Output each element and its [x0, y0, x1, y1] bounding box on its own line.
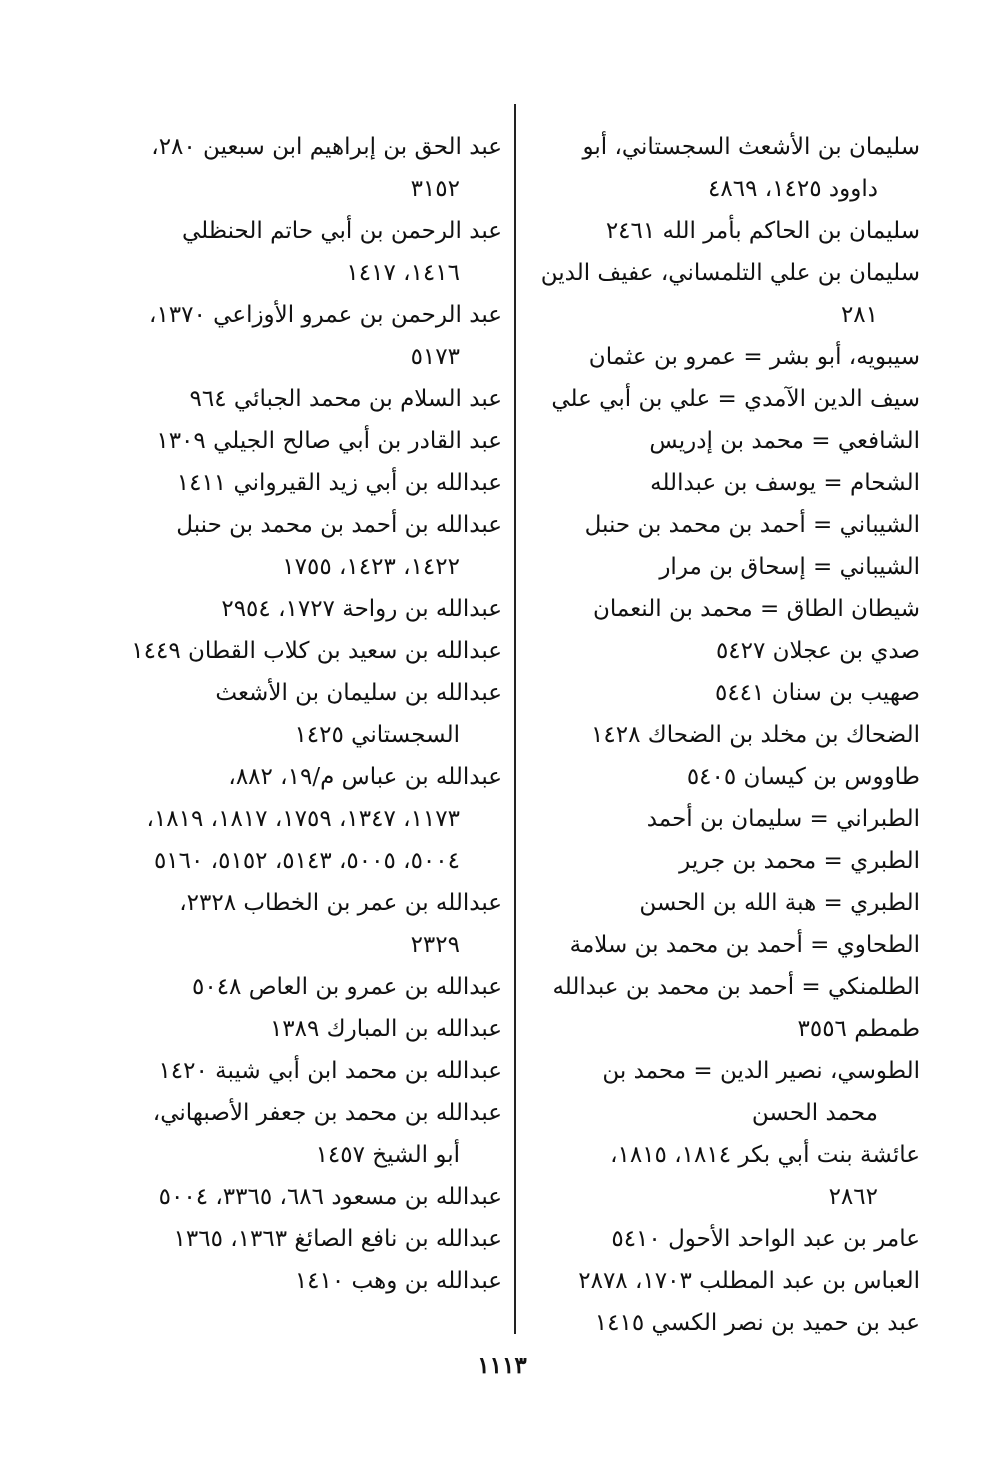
index-entry-continuation: السجستاني ١٤٢٥ [294, 722, 460, 748]
index-entry-text: عبدالله بن عباس م/١٩، ٨٨٢، [228, 764, 502, 790]
index-entry-text: عبد بن حميد بن نصر الكسي ١٤١٥ [594, 1310, 920, 1336]
index-entry-text: الطبري = محمد بن جرير [679, 848, 920, 874]
index-entry-text: عبد السلام بن محمد الجبائي ٩٦٤ [189, 386, 502, 412]
index-entry [520, 1302, 920, 1344]
index-entry [520, 504, 920, 546]
index-entry-text: سليمان بن الأشعث السجستاني، أبو [582, 134, 920, 160]
index-entry-continuation: ٣١٥٢ [410, 176, 460, 202]
index-entry-text: الطلمنكي = أحمد بن محمد بن عبدالله [552, 974, 920, 1000]
index-entry [102, 756, 502, 882]
index-entry-text: سليمان بن علي التلمساني، عفيف الدين [540, 260, 920, 286]
index-entry [520, 840, 920, 882]
index-entry-continuation: ١٤١٦، ١٤١٧ [346, 260, 460, 286]
index-entry [520, 924, 920, 966]
index-entry [520, 966, 920, 1008]
index-entry-text: عبدالله بن عمرو بن العاص ٥٠٤٨ [191, 974, 502, 1000]
page-number: ١١١٣ [477, 1352, 527, 1379]
index-entry [102, 966, 502, 1008]
right-column [520, 126, 920, 1344]
index-entry-text: الشافعي = محمد بن إدريس [649, 428, 920, 454]
index-entry-continuation: ٢٨٦٢ [828, 1184, 878, 1210]
index-entry-text: عبدالله بن مسعود ٦٨٦، ٣٣٦٥، ٥٠٠٤ [158, 1184, 502, 1210]
index-entry-text: عائشة بنت أبي بكر ١٨١٤، ١٨١٥، [610, 1142, 920, 1168]
index-entry [520, 588, 920, 630]
index-entry-text: عبد الرحمن بن عمرو الأوزاعي ١٣٧٠، [149, 302, 502, 328]
index-entry-text: عبدالله بن المبارك ١٣٨٩ [269, 1016, 502, 1042]
index-entry-text: عبدالله بن عمر بن الخطاب ٢٣٢٨، [179, 890, 502, 916]
index-entry [520, 672, 920, 714]
index-entry-text: عبدالله بن سليمان بن الأشعث [215, 680, 502, 706]
index-entry [520, 1134, 920, 1218]
index-entry-continuation: محمد الحسن [751, 1100, 878, 1126]
index-entry-text: الضحاك بن مخلد بن الضحاك ١٤٢٨ [591, 722, 920, 748]
index-entry-text: صدي بن عجلان ٥٤٢٧ [715, 638, 920, 664]
index-entry [102, 378, 502, 420]
index-entry-continuation: ٢٣٢٩ [410, 932, 460, 958]
index-entry [520, 714, 920, 756]
index-entry-text: صهيب بن سنان ٥٤٤١ [714, 680, 920, 706]
index-entry [102, 210, 502, 294]
index-entry-text: الشيباني = أحمد بن محمد بن حنبل [584, 512, 920, 538]
index-entry-text: عبد الرحمن بن أبي حاتم الحنظلي [181, 218, 502, 244]
index-entry [102, 588, 502, 630]
index-entry [520, 336, 920, 378]
index-entry-text: الشحام = يوسف بن عبدالله [650, 470, 920, 496]
index-entry [520, 210, 920, 252]
index-entry [520, 462, 920, 504]
index-entry [102, 1260, 502, 1302]
index-entry-continuation: ٢٨١ [840, 302, 878, 328]
index-entry [102, 1176, 502, 1218]
index-entry [520, 630, 920, 672]
left-column [102, 126, 502, 1302]
index-entry-continuation: ٥١٧٣ [410, 344, 460, 370]
index-entry-text: سيبويه، أبو بشر = عمرو بن عثمان [588, 344, 920, 370]
index-entry [102, 126, 502, 210]
index-entry-text: العباس بن عبد المطلب ١٧٠٣، ٢٨٧٨ [578, 1268, 920, 1294]
index-entry [102, 1092, 502, 1176]
index-entry [520, 756, 920, 798]
index-entry-text: الطبري = هبة الله بن الحسن [639, 890, 920, 916]
index-entry-text: شيطان الطاق = محمد بن النعمان [593, 596, 920, 622]
index-entry-text: عامر بن عبد الواحد الأحول ٥٤١٠ [611, 1226, 920, 1252]
index-entry-text: الشيباني = إسحاق بن مرار [659, 554, 920, 580]
index-entry [520, 1260, 920, 1302]
index-entry-continuation: ١٤٢٢، ١٤٢٣، ١٧٥٥ [282, 554, 460, 580]
index-entry-text: عبدالله بن محمد بن جعفر الأصبهاني، [152, 1100, 502, 1126]
index-entry [102, 294, 502, 378]
index-entry-text: عبد الحق بن إبراهيم ابن سبعين ٢٨٠، [151, 134, 502, 160]
index-entry [102, 462, 502, 504]
index-entry-text: عبدالله بن رواحة ١٧٢٧، ٢٩٥٤ [221, 596, 502, 622]
index-entry-text: الطبراني = سليمان بن أحمد [646, 806, 920, 832]
index-entry [102, 1218, 502, 1260]
index-entry-text: سليمان بن الحاكم بأمر الله ٢٤٦١ [605, 218, 920, 244]
index-entry-text: طاووس بن كيسان ٥٤٠٥ [686, 764, 920, 790]
index-entry [520, 126, 920, 210]
index-entry [520, 1008, 920, 1050]
index-entry-continuation: ١١٧٣، ١٣٤٧، ١٧٥٩، ١٨١٧، ١٨١٩، ٥٠٠٤، ٥٠٠٥، ٥١٤٣، ٥١٥٢، ٥١٦٠ [146, 806, 460, 874]
index-entry [102, 882, 502, 966]
index-entry-text: عبدالله بن محمد ابن أبي شيبة ١٤٢٠ [158, 1058, 502, 1084]
index-entry-text: عبد القادر بن أبي صالح الجيلي ١٣٠٩ [156, 428, 502, 454]
index-entry-continuation: داوود ١٤٢٥، ٤٨٦٩ [708, 176, 878, 202]
index-entry [102, 1050, 502, 1092]
index-entry [520, 546, 920, 588]
index-entry [102, 420, 502, 462]
column-divider [514, 104, 516, 1334]
index-entry-text: عبدالله بن نافع الصائغ ١٣٦٣، ١٣٦٥ [173, 1226, 502, 1252]
index-entry [520, 1218, 920, 1260]
index-entry-text: عبدالله بن أبي زيد القيرواني ١٤١١ [176, 470, 502, 496]
index-entry-text: سيف الدين الآمدي = علي بن أبي علي [551, 386, 920, 412]
index-entry-text: الطوسي، نصير الدين = محمد بن [602, 1058, 920, 1084]
index-entry-text: طمطم ٣٥٥٦ [797, 1016, 920, 1042]
index-entry-text: عبدالله بن سعيد بن كلاب القطان ١٤٤٩ [131, 638, 502, 664]
index-entry [102, 1008, 502, 1050]
index-entry [520, 378, 920, 420]
index-entry [520, 420, 920, 462]
index-entry-continuation: أبو الشيخ ١٤٥٧ [315, 1142, 460, 1168]
index-entry [102, 630, 502, 672]
index-entry-text: عبدالله بن وهب ١٤١٠ [294, 1268, 502, 1294]
index-entry [520, 882, 920, 924]
index-entry [102, 672, 502, 756]
index-entry [520, 798, 920, 840]
index-entry [520, 252, 920, 336]
index-entry [520, 1050, 920, 1134]
index-entry-text: الطحاوي = أحمد بن محمد بن سلامة [569, 932, 920, 958]
index-entry [102, 504, 502, 588]
index-entry-text: عبدالله بن أحمد بن محمد بن حنبل [176, 512, 502, 538]
